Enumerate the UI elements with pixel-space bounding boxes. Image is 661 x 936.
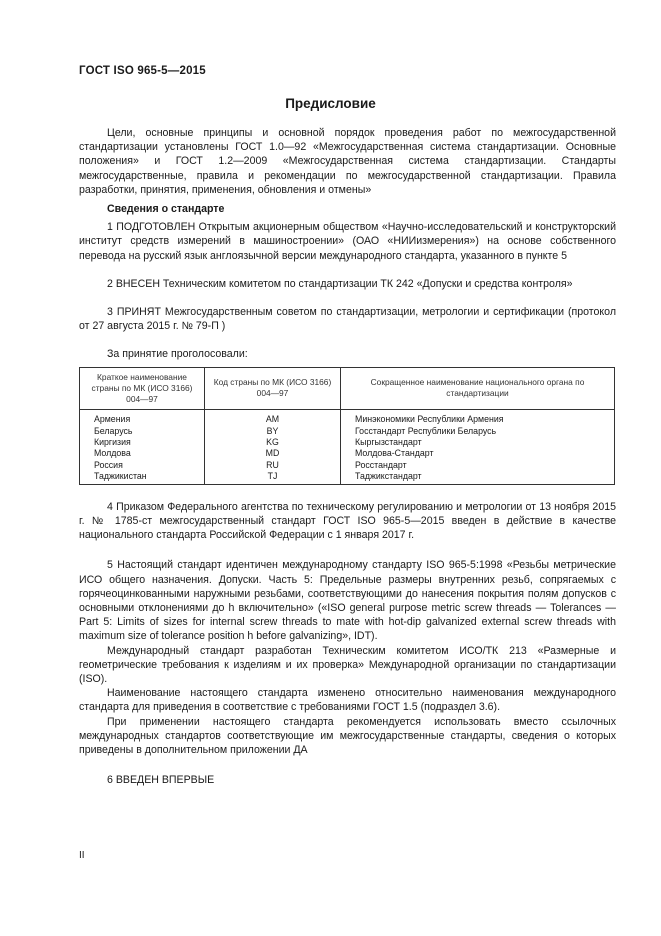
authority-cell: Росстандарт [341, 460, 615, 471]
code-cell: RU [205, 460, 341, 471]
table-row [80, 460, 615, 471]
table-row [80, 448, 615, 459]
item-5-references: При применении настоящего стандарта рекомендуется использовать вместо ссылочных международных стандартов соответствующие им межгосударственные стандарты, сведения о которых приведены в дополнительном приложении ДА [79, 715, 616, 756]
code-cell: TJ [205, 471, 341, 484]
item-5-developer: Международный стандарт разработан Техническим комитетом ИСО/ТК 213 «Размерные и геометрические требования к изделиям и их проверка» Международной организации по стандартизации (ISO). [79, 644, 616, 685]
page-number: II [79, 850, 85, 861]
item-6: 6 ВВЕДЕН ВПЕРВЫЕ [107, 774, 215, 787]
code-cell: AM [205, 410, 341, 426]
country-cell: Армения [80, 410, 205, 426]
item-4: 4 Приказом Федерального агентства по техническому регулированию и метрологии от 13 ноября 2015 г. № 1785-ст межгосударственный стандарт ГОСТ ISO 965-5—2015 введен в действие в качестве национального стандарта Российской Федерации с 1 января 2017 г. [79, 500, 616, 542]
table-row [80, 471, 615, 484]
votes-table [79, 367, 615, 485]
country-cell: Киргизия [80, 437, 205, 448]
header-authority: Сокращенное наименование национального органа по стандартизации [341, 367, 615, 410]
item-5: 5 Настоящий стандарт идентичен международному стандарту ISO 965-5:1998 «Резьбы метрические ИСО общего назначения. Допуски. Часть 5: Предельные размеры внутренних резьб, сопрягаемых с горячеоцинкованными наружными резьбами, соответствующими до нанесения покрытия полям допусков с основными отклонениями до h включительно» («ISO general purpose metric screw threads — Tolerances — Part 5: Limits of sizes for internal screw threads to mate with hot-dip galvanized external screw threads with maximum size of tolerance position h before galvanizing», IDT). [79, 559, 616, 643]
country-cell: Таджикистан [80, 471, 205, 484]
header-code: Код страны по МК (ИСО 3166) 004—97 [205, 367, 341, 410]
code-cell: KG [205, 437, 341, 448]
authority-cell: Минэкономики Республики Армения [341, 410, 615, 426]
section-subtitle: Сведения о стандарте [107, 203, 225, 216]
authority-cell: Госстандарт Республики Беларусь [341, 426, 615, 437]
country-cell: Молдова [80, 448, 205, 459]
header-country: Краткое наименование страны по МК (ИСО 3166) 004—97 [80, 367, 205, 410]
votes-label: За принятие проголосовали: [107, 348, 248, 361]
table-row [80, 410, 615, 426]
document-header: ГОСТ ISO 965-5—2015 [79, 65, 206, 77]
authority-cell: Таджикстандарт [341, 471, 615, 484]
country-cell: Беларусь [80, 426, 205, 437]
authority-cell: Кыргызстандарт [341, 437, 615, 448]
code-cell: MD [205, 448, 341, 459]
intro-paragraph: Цели, основные принципы и основной порядок проведения работ по межгосударственной стандартизации установлены ГОСТ 1.0—92 «Межгосударственная система стандартизации. Основные положения» и ГОСТ 1.2—2009 «Межгосударственная система стандартизации. Стандарты межгосударственные, правила и рекомендации по межгосударственной стандартизации. Правила разработки, принятия, применения, обновления и отмены» [79, 127, 616, 196]
page-title: Предисловие [285, 96, 376, 111]
table-row [80, 437, 615, 448]
item-3: 3 ПРИНЯТ Межгосударственным советом по стандартизации, метрологии и сертификации (протокол от 27 августа 2015 г. № 79-П ) [79, 306, 616, 333]
document-body [79, 126, 616, 787]
item-1: 1 ПОДГОТОВЛЕН Открытым акционерным обществом «Научно-исследовательский и конструкторский институт средств измерений в машиностроении» (ОАО «НИИизмерения») на основе собственного перевода на русский язык англоязычной версии международного стандарта, указанного в пункте 5 [79, 221, 616, 262]
votes-table-header [80, 367, 615, 410]
table-row [80, 426, 615, 437]
item-2: 2 ВНЕСЕН Техническим комитетом по стандартизации ТК 242 «Допуски и средства контроля» [107, 277, 573, 290]
code-cell: BY [205, 426, 341, 437]
item-5-name-change: Наименование настоящего стандарта изменено относительно наименования международного стандарта для приведения в соответствие с требованиями ГОСТ 1.5 (подраздел 3.6). [79, 687, 616, 714]
authority-cell: Молдова-Стандарт [341, 448, 615, 459]
country-cell: Россия [80, 460, 205, 471]
